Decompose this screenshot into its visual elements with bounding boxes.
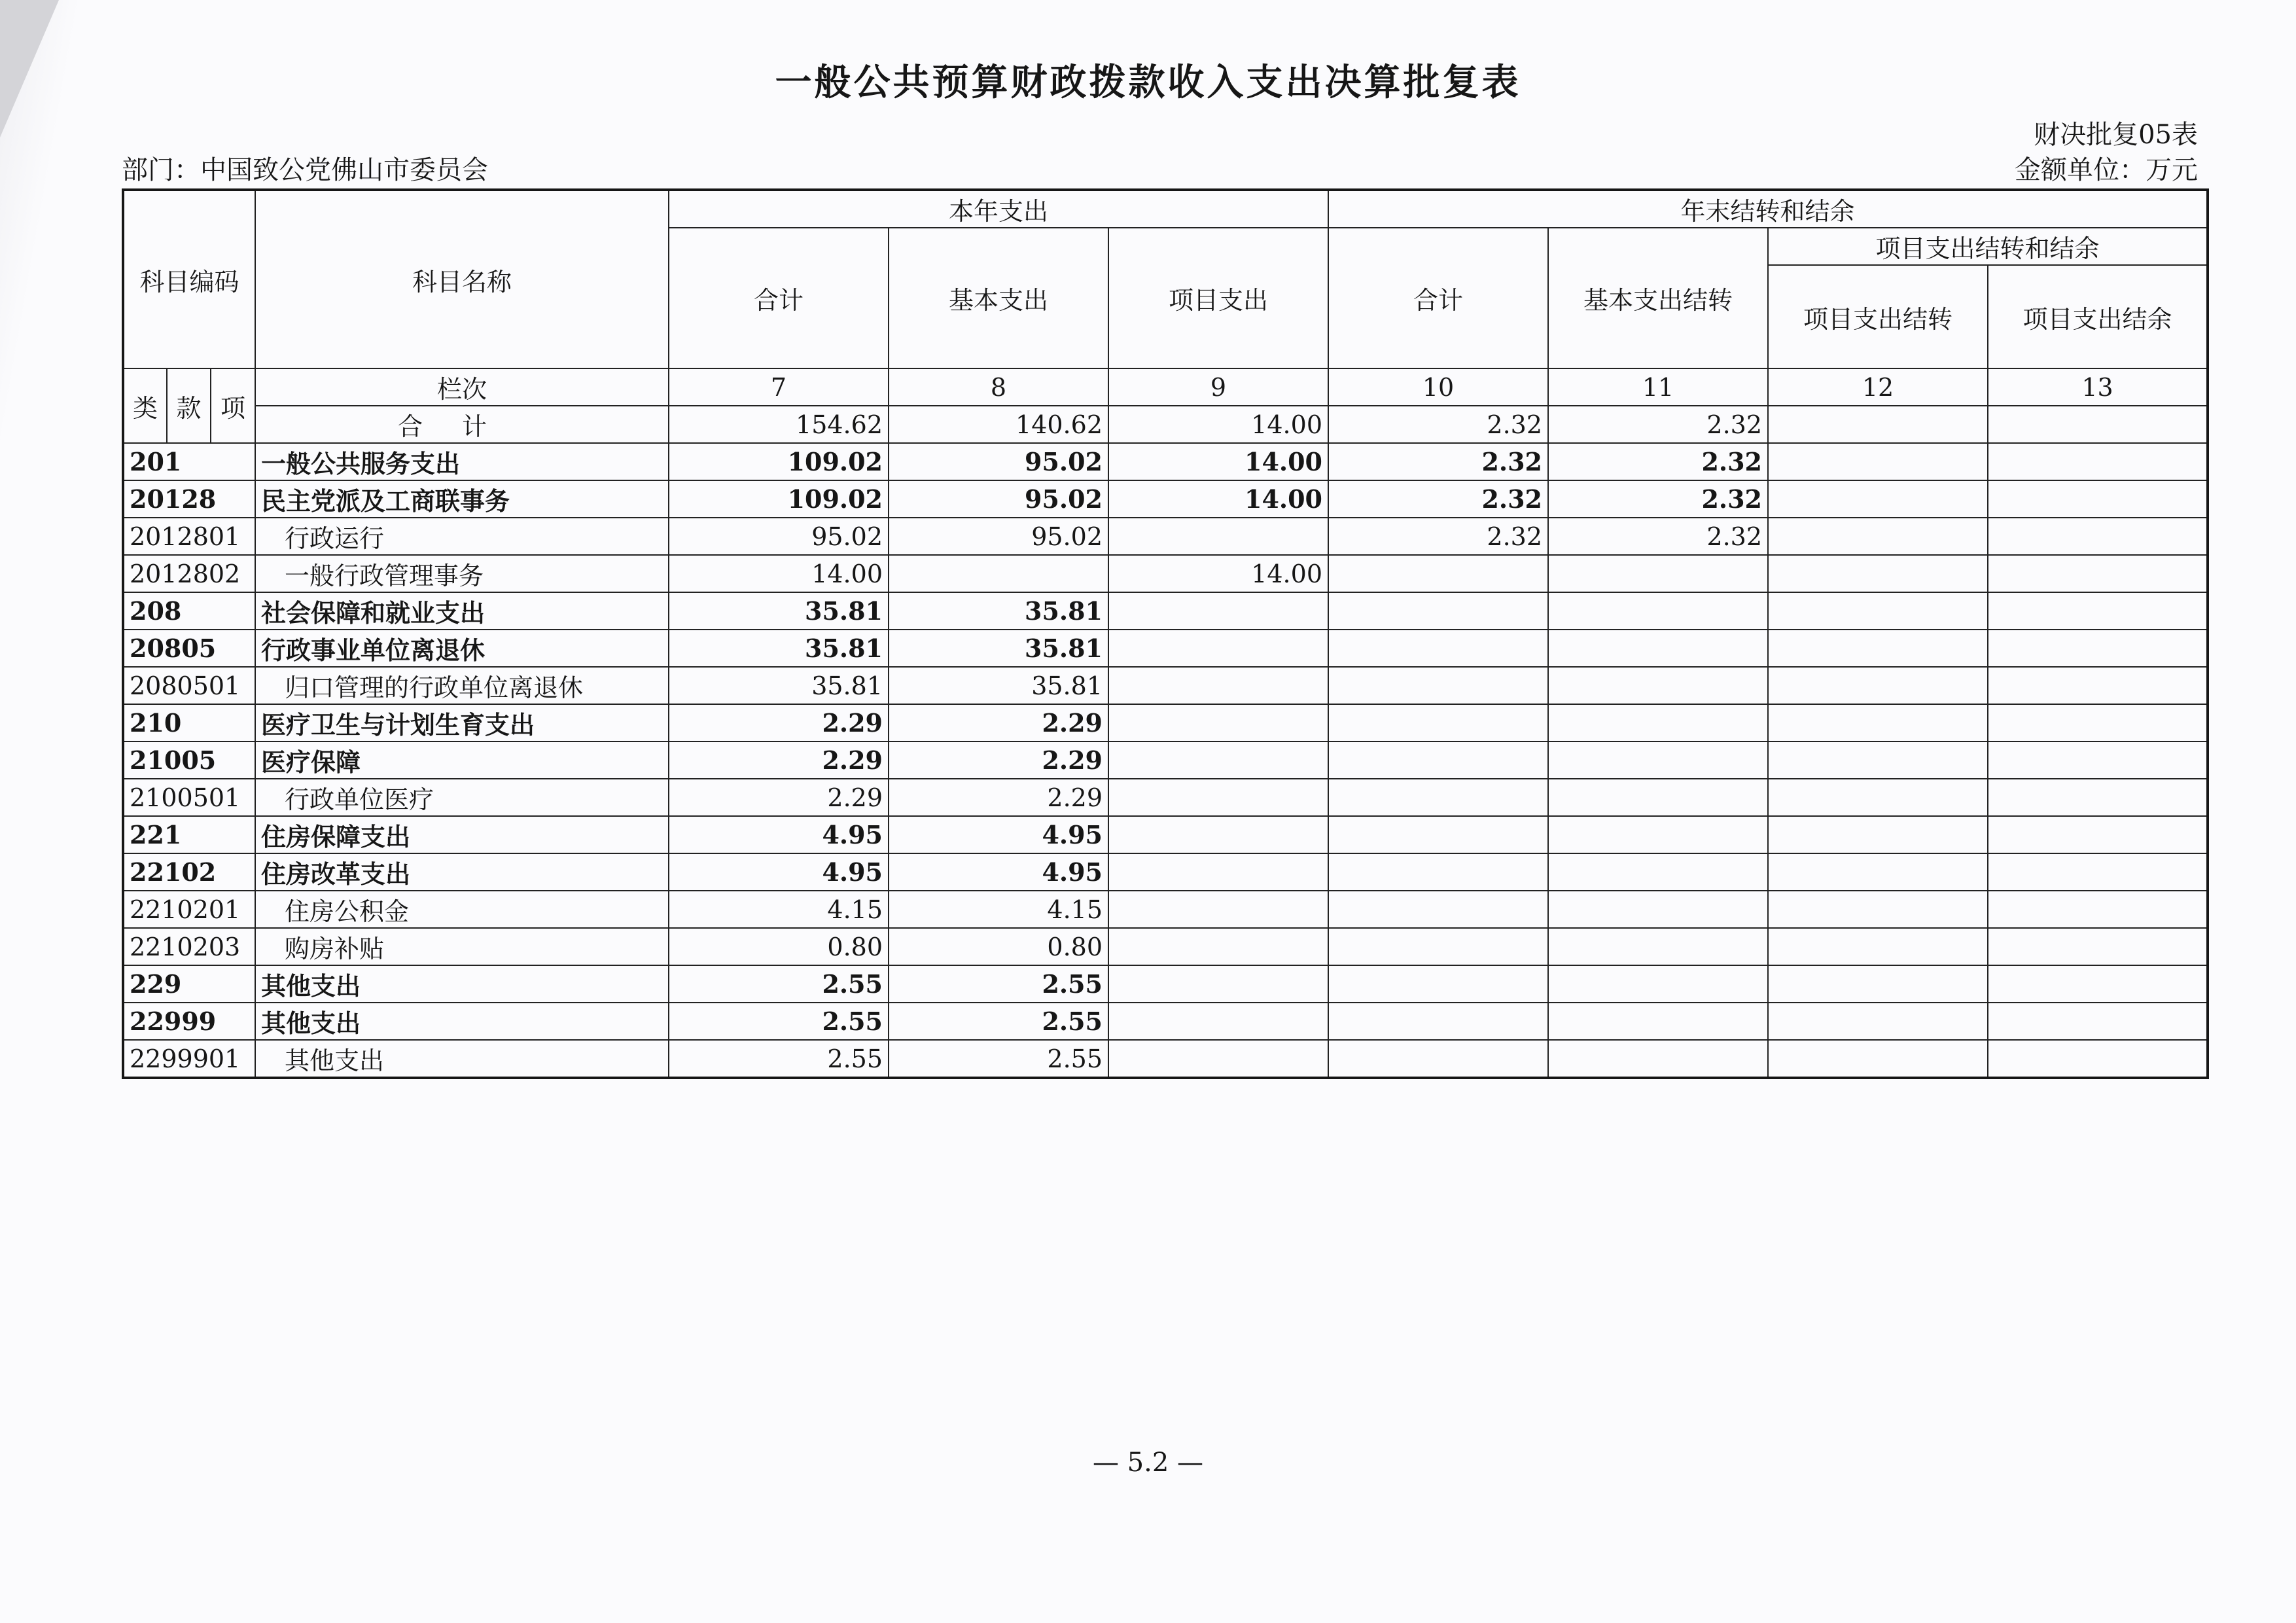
row-code: 21005 [123, 741, 255, 779]
total-cell: 14.00 [1108, 406, 1328, 443]
row-code: 2080501 [123, 667, 255, 704]
header-year-end-balance: 年末结转和结余 [1328, 190, 2208, 228]
table-row [123, 816, 2208, 853]
row-value [1328, 779, 1548, 816]
table-row [123, 779, 2208, 816]
row-value [1988, 1003, 2208, 1040]
row-value: 2.29 [669, 741, 889, 779]
row-code: 20805 [123, 630, 255, 667]
row-name: 医疗保障 [255, 741, 669, 779]
row-value [1988, 443, 2208, 480]
row-value [1328, 816, 1548, 853]
row-value: 95.02 [889, 443, 1108, 480]
row-value: 2.32 [1548, 518, 1768, 555]
row-value [1768, 704, 1988, 741]
row-value [1108, 853, 1328, 891]
row-value: 0.80 [669, 928, 889, 965]
row-value: 95.02 [889, 480, 1108, 518]
row-value: 2.29 [889, 704, 1108, 741]
row-code: 2012802 [123, 555, 255, 592]
row-name: 归口管理的行政单位离退休 [255, 667, 669, 704]
row-value: 14.00 [1108, 443, 1328, 480]
table-row [123, 928, 2208, 965]
row-value [1108, 965, 1328, 1003]
row-value: 14.00 [1108, 480, 1328, 518]
col-number: 12 [1768, 368, 1988, 406]
row-code: 2210201 [123, 891, 255, 928]
row-value [1988, 518, 2208, 555]
page-title: 一般公共预算财政拨款收入支出决算批复表 [775, 61, 1521, 104]
row-value [1988, 816, 2208, 853]
row-code: 2299901 [123, 1040, 255, 1078]
row-value [1108, 741, 1328, 779]
row-code: 2100501 [123, 779, 255, 816]
header-total: 合计 [669, 228, 889, 368]
row-value: 2.29 [669, 704, 889, 741]
table-row [123, 965, 2208, 1003]
row-name: 住房保障支出 [255, 816, 669, 853]
row-code: 201 [123, 443, 255, 480]
row-value: 2.32 [1328, 518, 1548, 555]
table-row [123, 853, 2208, 891]
header-basic-carryover: 基本支出结转 [1548, 228, 1768, 368]
row-value: 14.00 [669, 555, 889, 592]
total-cell [1768, 406, 1988, 443]
row-value [1548, 741, 1768, 779]
row-value [1988, 741, 2208, 779]
row-code: 208 [123, 592, 255, 630]
row-value [1768, 555, 1988, 592]
header-current-expense: 本年支出 [669, 190, 1328, 228]
row-value [1548, 667, 1768, 704]
row-value: 2.29 [889, 779, 1108, 816]
row-name: 民主党派及工商联事务 [255, 480, 669, 518]
row-name: 其他支出 [255, 965, 669, 1003]
col-number: 8 [889, 368, 1108, 406]
row-value: 4.15 [889, 891, 1108, 928]
row-value [1768, 480, 1988, 518]
total-row-label: 合计 [255, 406, 669, 443]
row-code: 210 [123, 704, 255, 741]
table-row [123, 443, 2208, 480]
row-code: 221 [123, 816, 255, 853]
row-value [1988, 480, 2208, 518]
header-lei: 类 [123, 368, 167, 443]
row-value: 95.02 [889, 518, 1108, 555]
row-value [1988, 630, 2208, 667]
row-value: 4.95 [889, 853, 1108, 891]
table-row [123, 891, 2208, 928]
table-row [123, 667, 2208, 704]
header-project-carryover: 项目支出结转 [1768, 265, 1988, 368]
table-row [123, 480, 2208, 518]
row-value [889, 555, 1108, 592]
row-value [1988, 592, 2208, 630]
row-value: 109.02 [669, 480, 889, 518]
row-value: 2.55 [669, 965, 889, 1003]
row-value: 2.32 [1548, 480, 1768, 518]
header-project-balance: 项目支出结转和结余 [1768, 228, 2208, 265]
total-cell: 140.62 [889, 406, 1108, 443]
header-column-no: 栏次 [255, 368, 669, 406]
row-value [1988, 853, 2208, 891]
row-value: 0.80 [889, 928, 1108, 965]
row-name: 住房改革支出 [255, 853, 669, 891]
row-value [1768, 779, 1988, 816]
row-value [1328, 741, 1548, 779]
row-value [1328, 592, 1548, 630]
row-value [1548, 779, 1768, 816]
row-value [1328, 1040, 1548, 1078]
row-code: 2012801 [123, 518, 255, 555]
row-value [1548, 965, 1768, 1003]
row-value: 2.55 [889, 965, 1108, 1003]
row-value: 109.02 [669, 443, 889, 480]
total-cell: 154.62 [669, 406, 889, 443]
row-code: 20128 [123, 480, 255, 518]
row-value [1548, 1003, 1768, 1040]
row-value [1108, 592, 1328, 630]
form-code: 财决批复05表 [2034, 120, 2198, 150]
row-value: 4.95 [669, 853, 889, 891]
row-value [1108, 704, 1328, 741]
row-value [1768, 816, 1988, 853]
row-value [1988, 891, 2208, 928]
row-value [1548, 816, 1768, 853]
table-row [123, 1040, 2208, 1078]
row-value [1328, 704, 1548, 741]
row-value: 35.81 [669, 630, 889, 667]
row-value [1328, 667, 1548, 704]
row-value: 35.81 [889, 592, 1108, 630]
col-number: 7 [669, 368, 889, 406]
row-value [1988, 928, 2208, 965]
row-value: 14.00 [1108, 555, 1328, 592]
table-row [123, 1003, 2208, 1040]
row-value [1988, 1040, 2208, 1078]
total-cell [1988, 406, 2208, 443]
row-value [1988, 667, 2208, 704]
row-value: 2.32 [1328, 443, 1548, 480]
header-project: 项目支出 [1108, 228, 1328, 368]
row-value: 4.15 [669, 891, 889, 928]
row-value [1988, 965, 2208, 1003]
row-value: 4.95 [669, 816, 889, 853]
budget-table [122, 188, 2209, 1079]
row-value [1108, 816, 1328, 853]
row-value [1328, 965, 1548, 1003]
row-name: 其他支出 [255, 1040, 669, 1078]
table-row [123, 630, 2208, 667]
col-number: 9 [1108, 368, 1328, 406]
unit-label: 金额单位：万元 [2015, 155, 2198, 185]
table-row [123, 555, 2208, 592]
row-value [1768, 1003, 1988, 1040]
row-value: 35.81 [889, 667, 1108, 704]
row-value [1548, 891, 1768, 928]
row-name: 行政事业单位离退休 [255, 630, 669, 667]
row-value [1108, 928, 1328, 965]
row-value [1108, 779, 1328, 816]
row-name: 其他支出 [255, 1003, 669, 1040]
row-value: 2.55 [669, 1040, 889, 1078]
header-kuan: 款 [167, 368, 211, 443]
row-value: 2.55 [889, 1003, 1108, 1040]
row-value [1108, 630, 1328, 667]
header-code: 科目编码 [123, 190, 255, 368]
row-value [1108, 667, 1328, 704]
row-code: 229 [123, 965, 255, 1003]
row-value [1768, 965, 1988, 1003]
row-name: 一般公共服务支出 [255, 443, 669, 480]
row-value [1768, 592, 1988, 630]
department-label: 部门：中国致公党佛山市委员会 [122, 155, 488, 185]
row-name: 住房公积金 [255, 891, 669, 928]
table-row [123, 592, 2208, 630]
row-name: 行政运行 [255, 518, 669, 555]
row-value [1328, 555, 1548, 592]
row-value: 35.81 [669, 667, 889, 704]
row-value [1988, 704, 2208, 741]
row-code: 2210203 [123, 928, 255, 965]
table-row [123, 518, 2208, 555]
row-value: 35.81 [889, 630, 1108, 667]
row-value [1768, 741, 1988, 779]
row-value [1108, 1040, 1328, 1078]
row-value [1548, 853, 1768, 891]
row-value: 2.29 [889, 741, 1108, 779]
row-value [1768, 1040, 1988, 1078]
row-value [1768, 443, 1988, 480]
row-value [1548, 630, 1768, 667]
row-value [1548, 555, 1768, 592]
header-xiang: 项 [211, 368, 255, 443]
row-value: 95.02 [669, 518, 889, 555]
header-basic: 基本支出 [889, 228, 1108, 368]
row-value [1768, 518, 1988, 555]
row-value [1328, 1003, 1548, 1040]
row-value [1108, 891, 1328, 928]
row-value [1988, 555, 2208, 592]
page-number: — 5.2 — [1092, 1448, 1204, 1478]
col-number: 13 [1988, 368, 2208, 406]
row-value: 2.55 [889, 1040, 1108, 1078]
row-value [1768, 928, 1988, 965]
row-name: 医疗卫生与计划生育支出 [255, 704, 669, 741]
total-cell: 2.32 [1328, 406, 1548, 443]
row-value [1328, 928, 1548, 965]
row-value [1548, 1040, 1768, 1078]
row-code: 22999 [123, 1003, 255, 1040]
row-value [1548, 592, 1768, 630]
row-value [1768, 853, 1988, 891]
total-cell: 2.32 [1548, 406, 1768, 443]
row-value [1768, 667, 1988, 704]
col-number: 10 [1328, 368, 1548, 406]
header-project-surplus: 项目支出结余 [1988, 265, 2208, 368]
table-row [123, 741, 2208, 779]
row-name: 行政单位医疗 [255, 779, 669, 816]
row-value: 35.81 [669, 592, 889, 630]
table-row [123, 704, 2208, 741]
col-number: 11 [1548, 368, 1768, 406]
row-value [1768, 891, 1988, 928]
row-value [1108, 518, 1328, 555]
row-value [1988, 779, 2208, 816]
row-value: 2.32 [1548, 443, 1768, 480]
row-value [1328, 630, 1548, 667]
header-name: 科目名称 [255, 190, 669, 368]
header-total2: 合计 [1328, 228, 1548, 368]
row-value [1548, 928, 1768, 965]
row-value: 2.32 [1328, 480, 1548, 518]
row-value [1328, 853, 1548, 891]
row-name: 一般行政管理事务 [255, 555, 669, 592]
row-name: 社会保障和就业支出 [255, 592, 669, 630]
row-name: 购房补贴 [255, 928, 669, 965]
row-value: 2.29 [669, 779, 889, 816]
row-value: 2.55 [669, 1003, 889, 1040]
row-value [1108, 1003, 1328, 1040]
row-code: 22102 [123, 853, 255, 891]
row-value: 4.95 [889, 816, 1108, 853]
row-value [1328, 891, 1548, 928]
row-value [1548, 704, 1768, 741]
row-value [1768, 630, 1988, 667]
